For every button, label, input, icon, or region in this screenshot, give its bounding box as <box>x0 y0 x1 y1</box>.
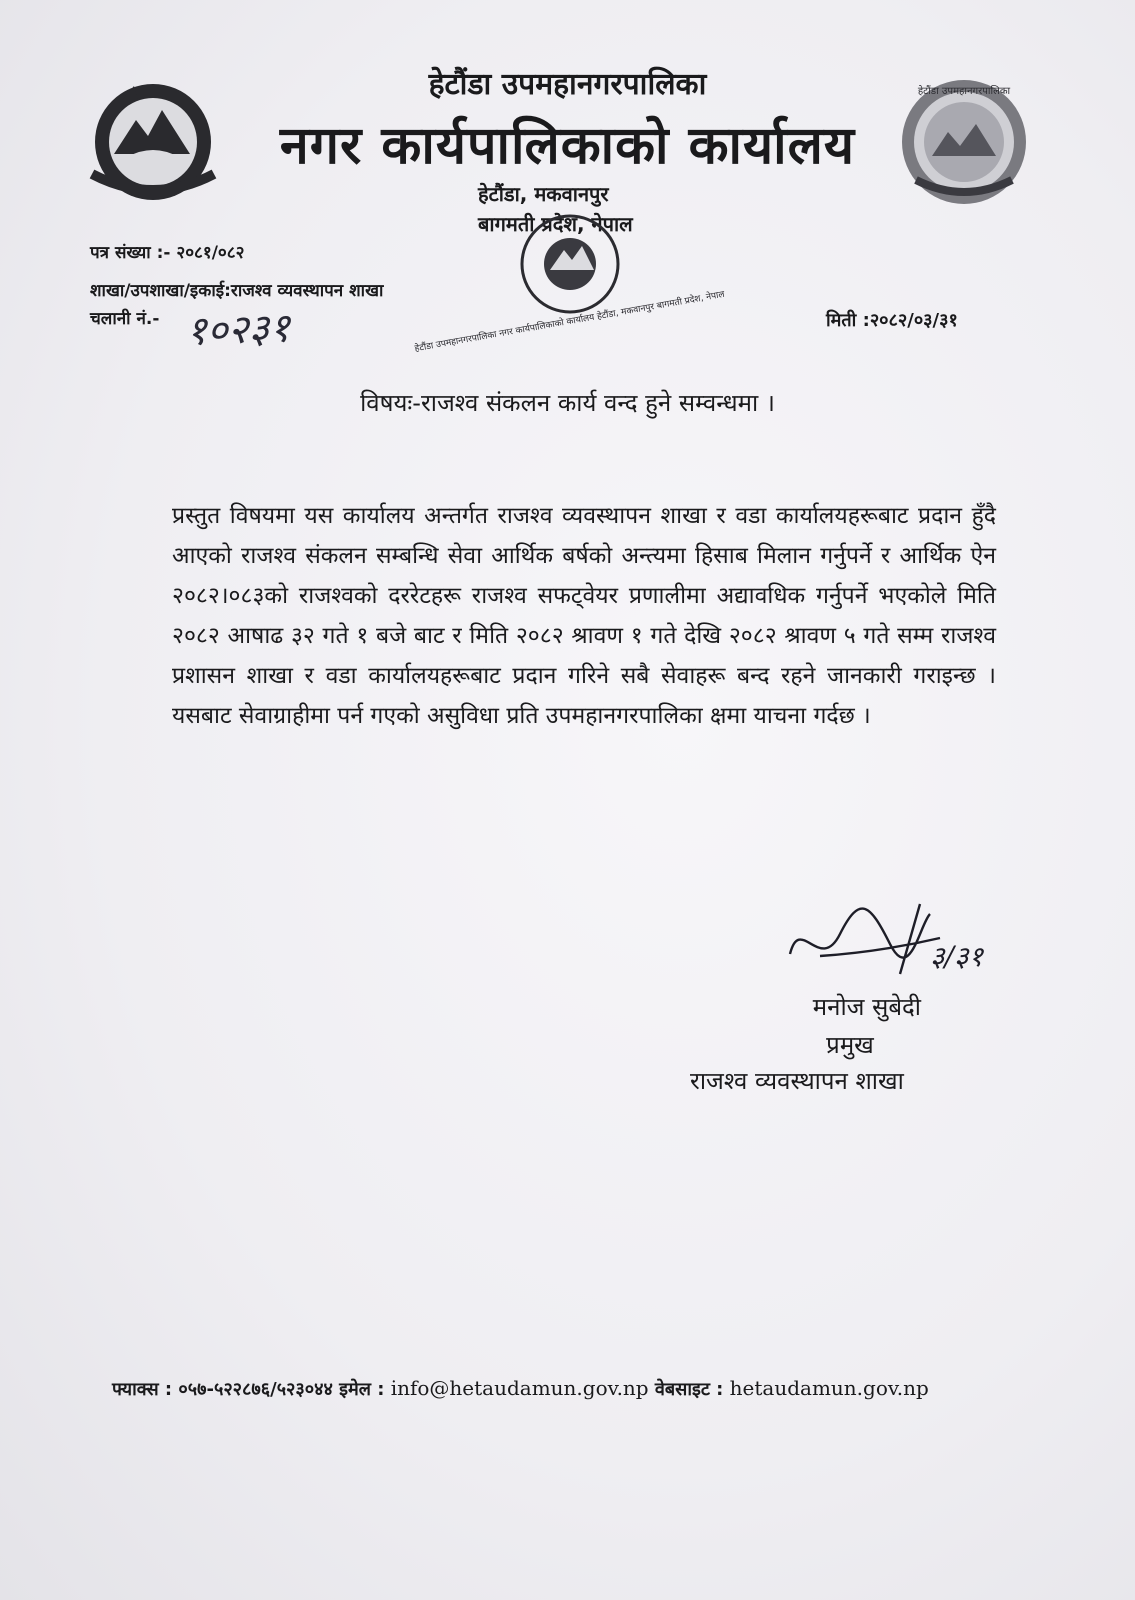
contact-footer <box>112 1376 929 1401</box>
signed-date: ३/३१ <box>930 940 984 973</box>
website-link[interactable]: hetaudamun.gov.np <box>729 1376 929 1400</box>
website-label: वेबसाइट : <box>654 1379 724 1400</box>
signer-department: राजश्व व्यवस्थापन शाखा <box>690 1067 904 1095</box>
fax-label: फ्याक्स : <box>112 1379 173 1400</box>
letter-date: मिती :२०८२/०३/३१ <box>826 310 958 331</box>
dispatch-label: चलानी नं.- <box>90 309 160 329</box>
letter-number: पत्र संख्या :- २०८१/०८२ <box>90 243 245 263</box>
office-name: नगर कार्यपालिकाको कार्यालय <box>279 116 856 176</box>
branch-name: शाखा/उपशाखा/इकाई:राजश्व व्यवस्थापन शाखा <box>90 281 384 301</box>
office-stamp <box>413 192 726 355</box>
municipality-name: हेटौंडा उपमहानगरपालिका <box>428 67 707 102</box>
signer-title: प्रमुख <box>826 1031 874 1059</box>
dispatch-number-handwritten: १०२३१ <box>185 305 291 355</box>
email-address[interactable]: info@hetaudamun.gov.np <box>390 1376 649 1400</box>
email-label: इमेल : <box>339 1379 385 1400</box>
address-line-1: हेटौंडा, मकवानपुर <box>478 182 609 206</box>
letter-body: प्रस्तुत विषयमा यस कार्यालय अन्तर्गत राजश्व व्यवस्थापन शाखा र वडा कार्यालयहरूबाट प्रदान हुँदै आएको राजश्व संकलन सम्बन्धि सेवा आर्थिक बर्षको अन्त्यमा हिसाब मिलान गर्नुपर्ने र आर्थिक ऐन २०८२।०८३को राजश्वको दररेटहरू राजश्व सफट्वेयर प्रणालीमा अद्यावधिक गर्नुपर्ने भएकोले मिति २०८२ आषाढ ३२ गते १ बजे बाट र मिति २०८२ श्रावण १ गते देखि २०८२ श्रावण ५ गते सम्म राजश्व प्रशासन शाखा र वडा कार्यालयहरूबाट प्रदान गरिने सबै सेवाहरू बन्द रहने जानकारी गराइन्छ । यसबाट सेवाग्राहीमा पर्न गएको असुविधा प्रति उपमहानगरपालिका क्षमा याचना गर्दछ । <box>172 503 996 729</box>
address-line-2: बागमती प्रदेश, नेपाल <box>478 212 633 236</box>
signature-scribble <box>780 894 1010 994</box>
stamp-text: हेटौंडा उपमहानगरपालिका नगर कार्यपालिकाको कार्यालय हेटौंडा, मकवानपुर बागमती प्रदेश, नेपाल <box>413 289 726 355</box>
fax-number: ०५७-५२२८७६/५२३०४४ <box>178 1379 333 1400</box>
letter-subject: विषयः-राजश्व संकलन कार्य वन्द हुने सम्वन्धमा । <box>360 389 775 417</box>
signer-name: मनोज सुबेदी <box>812 993 921 1021</box>
logo-ring-text: हेटौंडा उपमहानगरपालिका <box>917 86 1011 97</box>
